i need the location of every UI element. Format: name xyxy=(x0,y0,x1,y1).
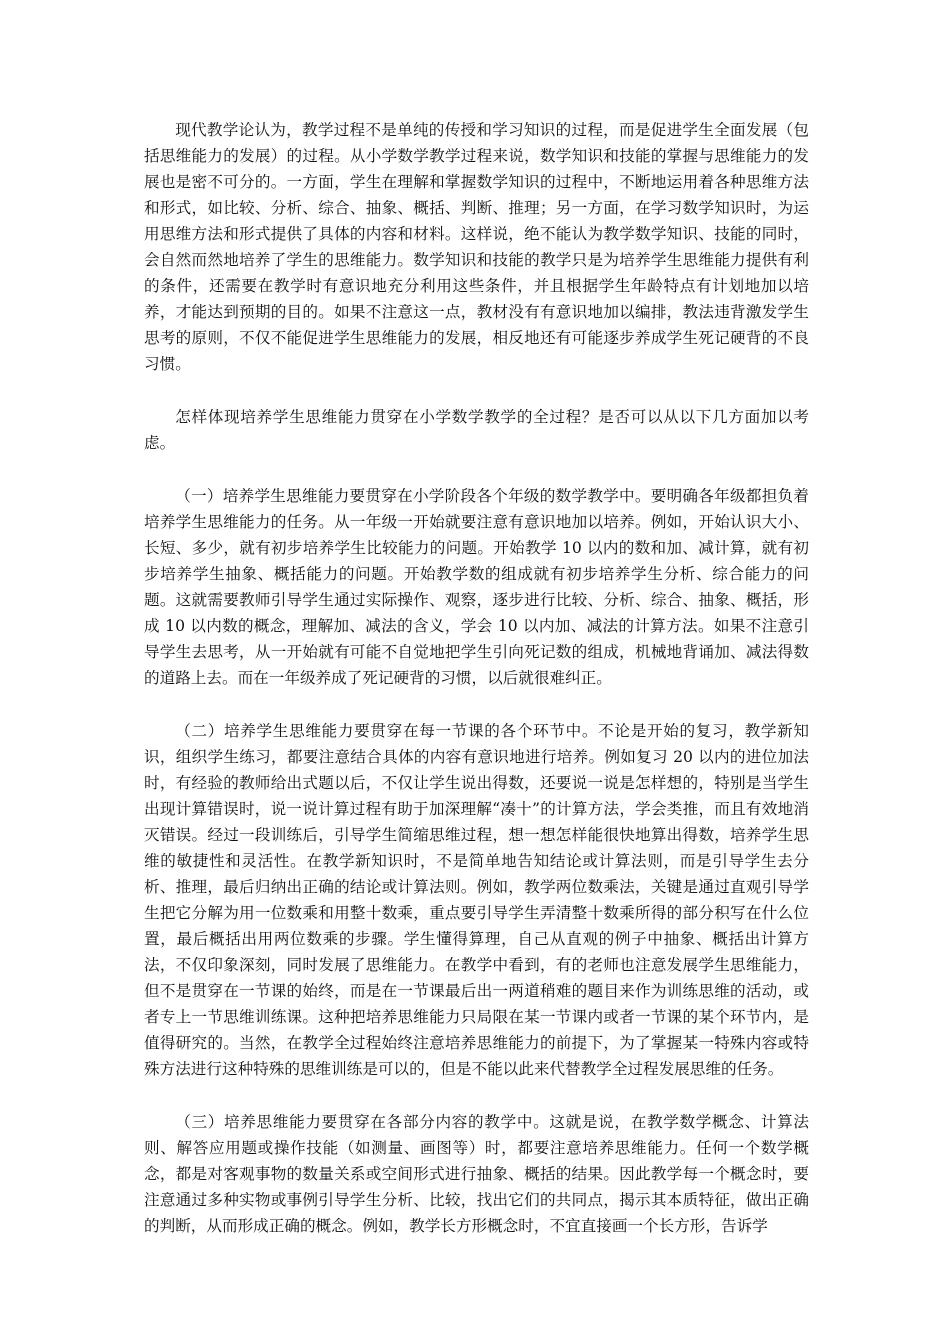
paragraph-intro: 现代教学论认为，教学过程不是单纯的传授和学习知识的过程，而是促进学生全面发展（包括思维能力的发展）的过程。从小学数学教学过程来说，数学知识和技能的掌握与思维能力的发展也是密不可分的。一方面，学生在理解和掌握数学知识的过程中，不断地运用着各种思维方法和形式，如比较、分析、综合、抽象、概括、判断、推理；另一方面，在学习数学知识时，为运用思维方法和形式提供了具体的内容和材料。这样说，绝不能认为教学数学知识、技能的同时，会自然而然地培养了学生的思维能力。数学知识和技能的教学只是为培养学生思维能力提供有利的条件，还需要在教学时有意识地充分利用这些条件，并且根据学生年龄特点有计划地加以培养，才能达到预期的目的。如果不注意这一点，教材没有有意识地加以编排，教法违背激发学生思考的原则，不仅不能促进学生思维能力的发展，相反地还有可能逐步养成学生死记硬背的不良习惯。 xyxy=(144,121,809,373)
document-page xyxy=(144,117,809,1266)
paragraph-section-2: （二）培养学生思维能力要贯穿在每一节课的各个环节中。不论是开始的复习，教学新知识，组织学生练习，都要注意结合具体的内容有意识地进行培养。例如复习 20 以内的进位加法时，有经验的教师给出式题以后，不仅让学生说出得数，还要说一说是怎样想的，特别是当学生出现计算错误时，说一说计算过程有助于加深理解“凑十”的计算方法，学会类推，而且有效地消灭错误。经过一段训练后，引导学生简缩思维过程，想一想怎样能很快地算出得数，培养学生思维的敏捷性和灵活性。在教学新知识时，不是简单地告知结论或计算法则，而是引导学生去分析、推理，最后归纳出正确的结论或计算法则。例如，教学两位数乘法，关键是通过直观引导学生把它分解为用一位数乘和用整十数乘，重点要引导学生弄清整十数乘所得的部分积写在什么位置，最后概括出用两位数乘的步骤。学生懂得算理，自己从直观的例子中抽象、概括出计算方法，不仅印象深刻，同时发展了思维能力。在教学中看到，有的老师也注意发展学生思维能力，但不是贯穿在一节课的始终，而是在一节课最后出一两道稍难的题目来作为训练思维的活动，或者专上一节思维训练课。这种把培养思维能力只局限在某一节课内或者一节课的某个环节内，是值得研究的。当然，在教学全过程始终注意培养思维能力的前提下，为了掌握某一特殊内容或特殊方法进行这种特殊的思维训练是可以的，但是不能以此来代替教学全过程发展思维的任务。 xyxy=(144,722,809,1078)
paragraph-section-3: （三）培养思维能力要贯穿在各部分内容的教学中。这就是说，在教学数学概念、计算法则、解答应用题或操作技能（如测量、画图等）时，都要注意培养思维能力。任何一个数学概念，都是对客观事物的数量关系或空间形式进行抽象、概括的结果。因此教学每一个概念时，要注意通过多种实物或事例引导学生分析、比较，找出它们的共同点，揭示其本质特征，做出正确的判断，从而形成正确的概念。例如，教学长方形概念时，不宜直接画一个长方形，告诉学 xyxy=(144,1113,809,1235)
paragraph-section-1: （一）培养学生思维能力要贯穿在小学阶段各个年级的数学教学中。要明确各年级都担负着培养学生思维能力的任务。从一年级一开始就要注意有意识地加以培养。例如，开始认识大小、长短、多少，就有初步培养学生比较能力的问题。开始教学 10 以内的数和加、减计算，就有初步培养学生抽象、概括能力的问题。开始教学数的组成就有初步培养学生分析、综合能力的问题。这就需要教师引导学生通过实际操作、观察，逐步进行比较、分析、综合、抽象、概括，形成 10 以内数的概念，理解加、减法的含义，学会 10 以内加、减法的计算方法。如果不注意引导学生去思考，从一开始就有可能不自觉地把学生引向死记数的组成，机械地背诵加、减法得数的道路上去。而在一年级养成了死记硬背的习惯，以后就很难纠正。 xyxy=(144,487,809,687)
paragraph-question: 怎样体现培养学生思维能力贯穿在小学数学教学的全过程？是否可以从以下几方面加以考虑。 xyxy=(144,408,809,452)
